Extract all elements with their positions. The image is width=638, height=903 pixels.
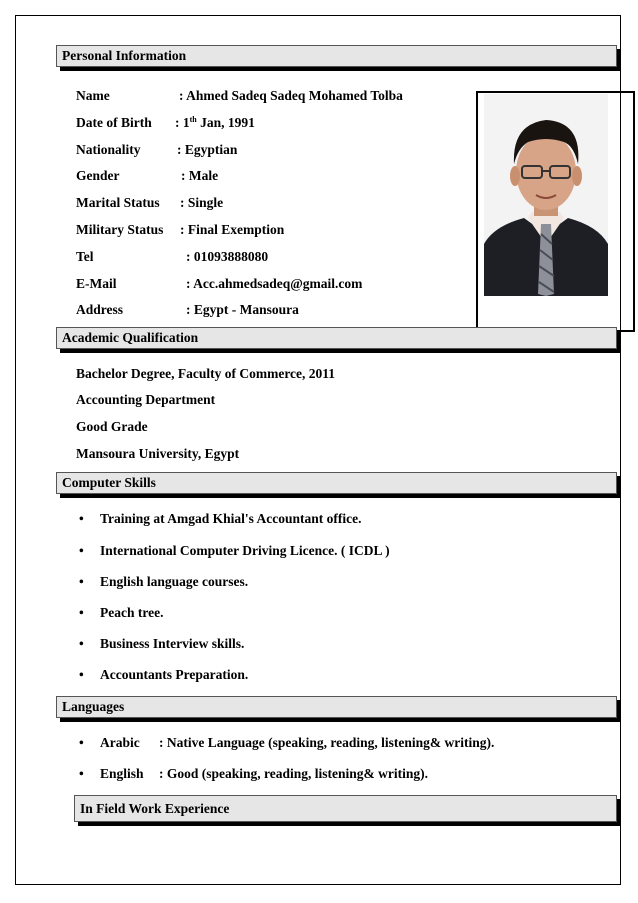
field-label: Military Status — [76, 222, 164, 237]
bullet-icon: • — [79, 511, 84, 526]
languages-heading: Languages — [56, 696, 617, 718]
field-military-status — [76, 221, 285, 239]
profile-photo-image — [484, 94, 608, 296]
field-value: : 01093888080 — [186, 249, 269, 264]
field-value: : Acc.ahmedsadeq@gmail.com — [186, 276, 363, 291]
field-name — [76, 87, 403, 105]
bullet-icon: • — [79, 667, 84, 682]
field-label: Date of Birth — [76, 115, 152, 130]
field-gender — [76, 167, 219, 185]
list-item: • Business Interview skills. — [79, 636, 245, 651]
academic-line: Accounting Department — [76, 392, 216, 407]
field-value: : Egyptian — [177, 142, 238, 157]
field-address — [76, 301, 299, 319]
field-label: Name — [76, 88, 110, 103]
field-tel — [76, 248, 269, 266]
field-value: : Ahmed Sadeq Sadeq Mohamed Tolba — [179, 88, 403, 103]
list-item: • English language courses. — [79, 574, 249, 589]
academic-line: Bachelor Degree, Faculty of Commerce, 2011 — [76, 366, 336, 381]
computer-skills-heading: Computer Skills — [56, 472, 617, 494]
bullet-icon: • — [79, 766, 84, 781]
language-item: • English : Good (speaking, reading, listening& writing). — [79, 766, 429, 781]
bullet-icon: • — [79, 735, 84, 750]
field-label: Nationality — [76, 142, 141, 157]
bullet-icon: • — [79, 543, 84, 558]
list-item: • Training at Amgad Khial's Accountant office. — [79, 511, 362, 526]
field-label: Tel — [76, 249, 94, 264]
academic-line: Good Grade — [76, 419, 148, 434]
field-email — [76, 275, 363, 293]
bullet-icon: • — [79, 636, 84, 651]
bullet-icon: • — [79, 605, 84, 620]
personal-information-heading: Personal Information — [56, 45, 617, 67]
language-item: • Arabic : Native Language (speaking, reading, listening& writing). — [79, 735, 495, 750]
profile-photo — [484, 94, 608, 296]
academic-qualification-heading: Academic Qualification — [56, 327, 617, 349]
list-item: • International Computer Driving Licence. ( ICDL ) — [79, 543, 390, 558]
field-value: : Final Exemption — [180, 222, 285, 237]
field-value: : Male — [181, 168, 219, 183]
field-value: : 1th Jan, 1991 — [175, 115, 255, 130]
work-experience-heading: In Field Work Experience — [74, 795, 617, 822]
field-label: E-Mail — [76, 276, 117, 291]
field-marital-status — [76, 194, 224, 212]
field-label: Marital Status — [76, 195, 160, 210]
field-value: : Egypt - Mansoura — [186, 302, 299, 317]
field-label: Address — [76, 302, 124, 317]
field-label: Gender — [76, 168, 120, 183]
field-nationality — [76, 141, 238, 159]
field-date-of-birth — [76, 114, 255, 132]
list-item: • Accountants Preparation. — [79, 667, 249, 682]
bullet-icon: • — [79, 574, 84, 589]
academic-line: Mansoura University, Egypt — [76, 446, 240, 461]
field-value: : Single — [180, 195, 224, 210]
list-item: • Peach tree. — [79, 605, 164, 620]
